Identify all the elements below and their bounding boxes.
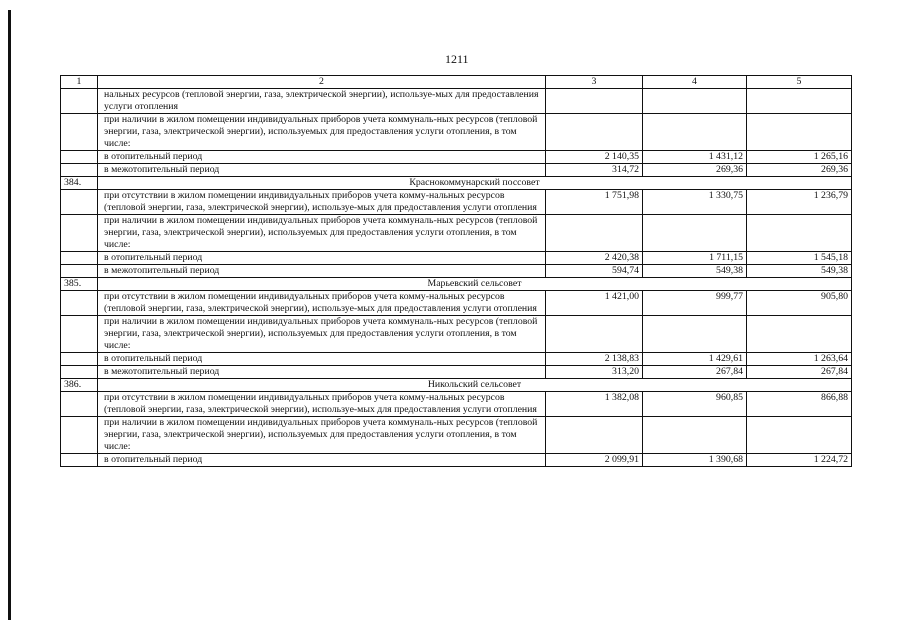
value-col-3 [546,89,643,114]
page-edge-bar [8,10,11,620]
value-col-4: 549,38 [643,265,747,278]
header-col-5: 5 [747,76,852,89]
row-description: при наличии в жилом помещении индивидуальных приборов учета коммуналь-ных ресурсов (тепловой энергии, газа, электрической энергии), используемых для предоставления услуги отопления, в том числе: [98,215,546,252]
table-row [61,252,852,265]
value-col-5: 269,36 [747,164,852,177]
row-description: в межотопительный период [98,164,546,177]
value-col-5 [747,417,852,454]
table-row [61,454,852,467]
tariff-table-body [61,76,852,467]
value-col-5 [747,89,852,114]
table-row [61,151,852,164]
value-col-4: 269,36 [643,164,747,177]
row-description: в межотопительный период [98,366,546,379]
value-col-5: 267,84 [747,366,852,379]
row-description: при отсутствии в жилом помещении индивидуальных приборов учета комму-нальных ресурсов (тепловой энергии, газа, электрической энергии), используе-мых для предоставления услуги отопления [98,291,546,316]
table-row [61,366,852,379]
row-description: при наличии в жилом помещении индивидуальных приборов учета коммуналь-ных ресурсов (тепловой энергии, газа, электрической энергии), используемых для предоставления услуги отопления, в том числе: [98,114,546,151]
table-row [61,417,852,454]
section-header-row [61,177,852,190]
value-col-4: 267,84 [643,366,747,379]
header-col-2: 2 [98,76,546,89]
table-row [61,291,852,316]
row-description: в межотопительный период [98,265,546,278]
value-col-4: 1 711,15 [643,252,747,265]
section-header-row [61,379,852,392]
value-col-3: 1 421,00 [546,291,643,316]
value-col-3: 313,20 [546,366,643,379]
section-number: 384. [61,177,98,190]
row-description: в отопительный период [98,151,546,164]
value-col-5: 866,88 [747,392,852,417]
value-col-4: 999,77 [643,291,747,316]
value-col-4: 1 390,68 [643,454,747,467]
header-col-1: 1 [61,76,98,89]
value-col-3: 314,72 [546,164,643,177]
value-col-4: 1 431,12 [643,151,747,164]
value-col-3: 2 420,38 [546,252,643,265]
value-col-5: 905,80 [747,291,852,316]
section-title: Марьевский сельсовет [98,278,852,291]
row-number-cell [61,417,98,454]
row-number-cell [61,151,98,164]
row-description: нальных ресурсов (тепловой энергии, газа, электрической энергии), используе-мых для предоставления услуги отопления [98,89,546,114]
header-col-3: 3 [546,76,643,89]
value-col-5 [747,316,852,353]
row-description: при наличии в жилом помещении индивидуальных приборов учета коммуналь-ных ресурсов (тепловой энергии, газа, электрической энергии), используемых для предоставления услуги отопления, в том числе: [98,417,546,454]
value-col-3: 1 382,08 [546,392,643,417]
row-number-cell [61,114,98,151]
value-col-3: 1 751,98 [546,190,643,215]
value-col-3 [546,316,643,353]
row-description: при отсутствии в жилом помещении индивидуальных приборов учета комму-нальных ресурсов (тепловой энергии, газа, электрической энергии), используе-мых для предоставления услуги отопления [98,190,546,215]
row-description: в отопительный период [98,252,546,265]
row-number-cell [61,164,98,177]
value-col-5 [747,215,852,252]
value-col-4 [643,89,747,114]
section-title: Краснокоммунарский поссовет [98,177,852,190]
value-col-5 [747,114,852,151]
value-col-4: 960,85 [643,392,747,417]
table-row [61,353,852,366]
row-number-cell [61,215,98,252]
header-col-4: 4 [643,76,747,89]
table-row [61,265,852,278]
value-col-5: 1 265,16 [747,151,852,164]
value-col-4 [643,417,747,454]
row-description: в отопительный период [98,353,546,366]
row-number-cell [61,190,98,215]
value-col-4 [643,215,747,252]
value-col-3: 2 099,91 [546,454,643,467]
value-col-5: 1 236,79 [747,190,852,215]
value-col-5: 1 545,18 [747,252,852,265]
value-col-5: 1 263,64 [747,353,852,366]
table-row [61,316,852,353]
row-number-cell [61,366,98,379]
section-number: 386. [61,379,98,392]
table-row [61,114,852,151]
row-description: при наличии в жилом помещении индивидуальных приборов учета коммуналь-ных ресурсов (тепловой энергии, газа, электрической энергии), используемых для предоставления услуги отопления, в том числе: [98,316,546,353]
section-header-row [61,278,852,291]
row-number-cell [61,316,98,353]
page-number: 1211 [445,52,469,66]
row-number-cell [61,392,98,417]
table-row [61,190,852,215]
value-col-4 [643,114,747,151]
value-col-3 [546,417,643,454]
value-col-4: 1 330,75 [643,190,747,215]
value-col-4: 1 429,61 [643,353,747,366]
section-number: 385. [61,278,98,291]
value-col-3 [546,215,643,252]
table-row [61,164,852,177]
table-row [61,392,852,417]
row-number-cell [61,353,98,366]
row-description: при отсутствии в жилом помещении индивидуальных приборов учета комму-нальных ресурсов (тепловой энергии, газа, электрической энергии), используе-мых для предоставления услуги отопления [98,392,546,417]
tariff-table [60,75,852,467]
value-col-3 [546,114,643,151]
row-description: в отопительный период [98,454,546,467]
value-col-3: 594,74 [546,265,643,278]
row-number-cell [61,265,98,278]
row-number-cell [61,454,98,467]
table-row [61,89,852,114]
row-number-cell [61,252,98,265]
table-row [61,215,852,252]
section-title: Никольский сельсовет [98,379,852,392]
row-number-cell [61,291,98,316]
header-row [61,76,852,89]
value-col-3: 2 138,83 [546,353,643,366]
value-col-3: 2 140,35 [546,151,643,164]
value-col-5: 1 224,72 [747,454,852,467]
value-col-5: 549,38 [747,265,852,278]
row-number-cell [61,89,98,114]
value-col-4 [643,316,747,353]
